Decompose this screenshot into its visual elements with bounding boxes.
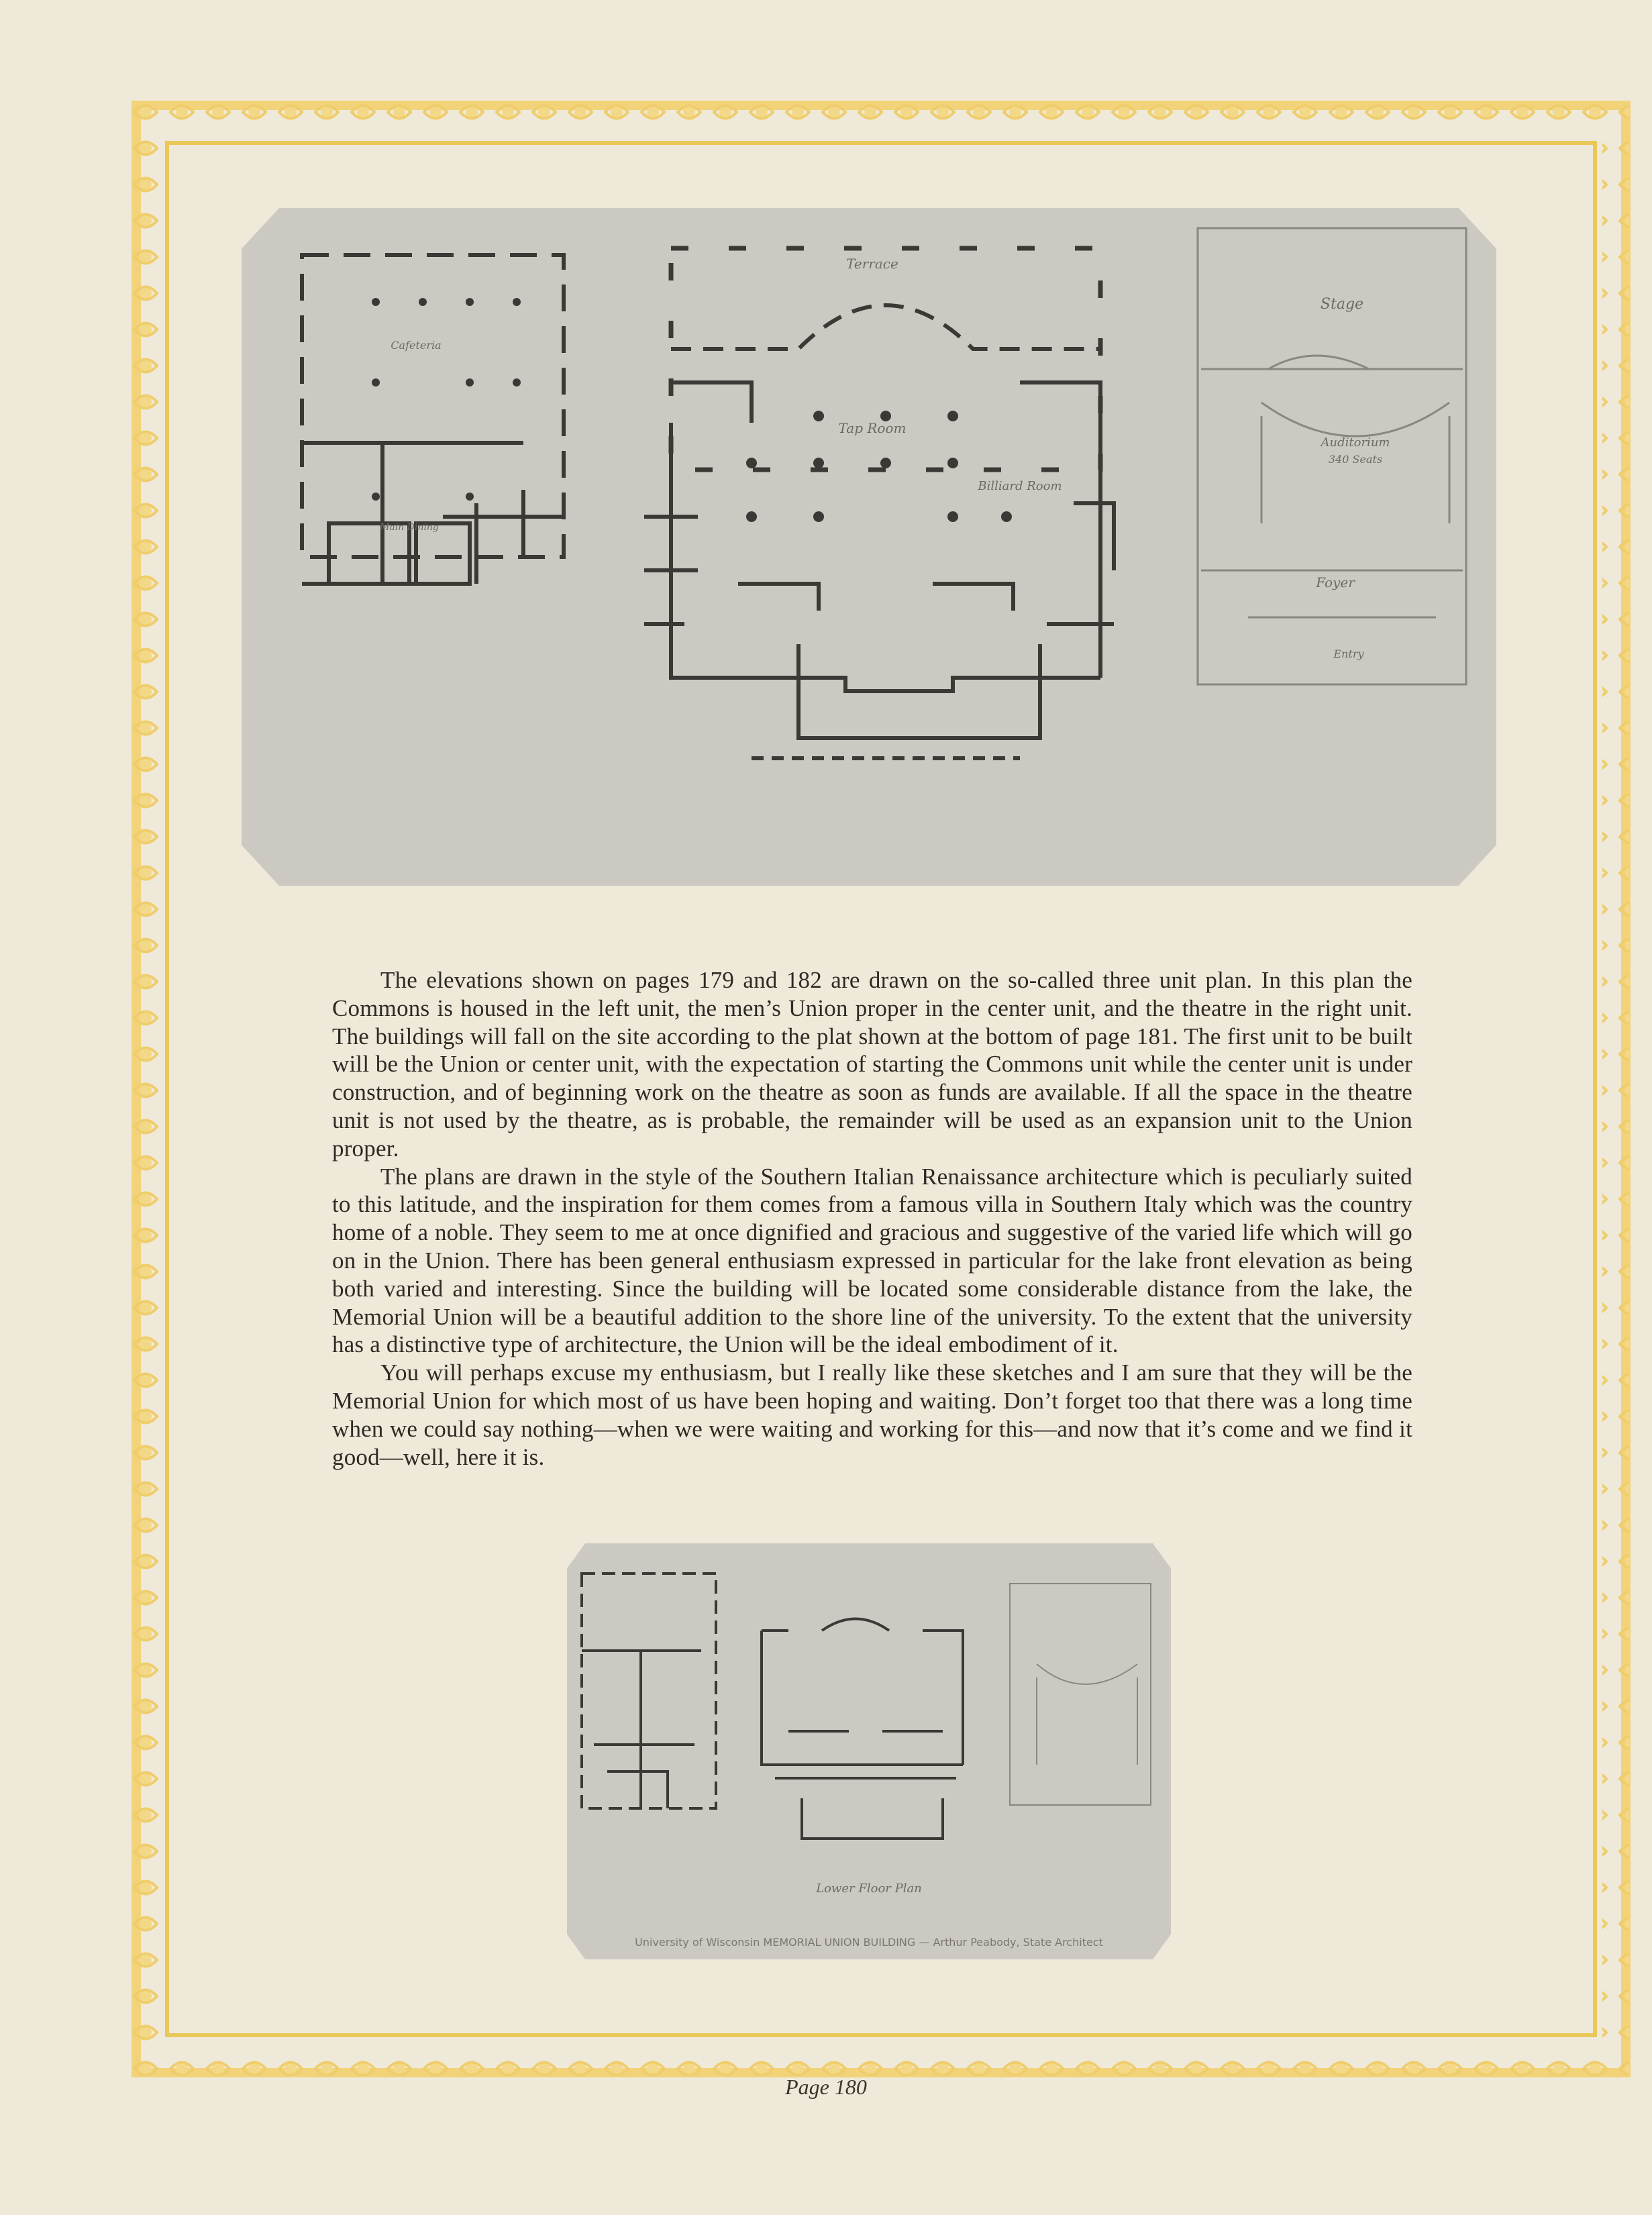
- label-entry: Entry: [1333, 648, 1364, 660]
- label-lower-floor-plan: Lower Floor Plan: [816, 1882, 922, 1896]
- label-cafeteria: Cafeteria: [391, 339, 442, 352]
- page-number: Page 180: [785, 2075, 867, 2099]
- label-foyer: Foyer: [1316, 574, 1355, 590]
- floor-plan-drawing-top: [242, 208, 1496, 886]
- label-tap-room: Tap Room: [838, 420, 907, 436]
- article-body: [332, 966, 1412, 1471]
- label-auditorium: Auditorium: [1321, 435, 1390, 450]
- floor-plan-image-top: [242, 208, 1496, 886]
- floor-plan-drawing-bottom: [567, 1543, 1171, 1959]
- floor-plan-image-bottom: [567, 1543, 1171, 1959]
- label-billiard-room: Billiard Room: [978, 479, 1062, 493]
- label-seats: 340 Seats: [1328, 453, 1383, 466]
- label-stage: Stage: [1320, 296, 1364, 313]
- paragraph-2: The plans are drawn in the style of the Southern Italian Renaissance architecture which is peculiarly suited to this latitude, and the inspiration for them comes from a famous villa in Southern Italy which was the country home of a noble. They seem to me at once dignified and gracious and suggestive of the varied life which will go on in the Union. There has been general enthusiasm expressed in particular for the lake front elevation as being both varied and interesting. Since the building will be located some considerable distance from the lake, the Memorial Union will be a beautiful addition to the shore line of the university. To the extent that the university has a distinctive type of architecture, the Union will be the ideal embodiment of it.: [332, 1163, 1412, 1358]
- label-main-dining: Main Dining: [380, 522, 439, 533]
- plan-caption: University of Wisconsin MEMORIAL UNION BUILDING — Arthur Peabody, State Architect: [635, 1936, 1103, 1949]
- paragraph-1: The elevations shown on pages 179 and 182 are drawn on the so-called three unit plan. In this plan the Commons is housed in the left unit, the men’s Union proper in the center unit, and the theatre in the right unit. The buildings will fall on the site according to the plat shown at the bottom of page 181. The first unit to be built will be the Union or center unit, with the expectation of starting the Commons unit while the center unit is under construction, and of beginning work on the theatre as soon as funds are available. If all the space in the theatre unit is not used by the theatre, as is probable, the remainder will be used as an expansion unit to the Union proper.: [332, 967, 1412, 1162]
- paragraph-3: You will perhaps excuse my enthusiasm, but I really like these sketches and I am sure that they will be the Memorial Union for which most of us have been hoping and waiting. Don’t forget too that there was a long time when we could say nothing—when we were waiting and working for this—and now that it’s come and we find it good—well, here it is.: [332, 1359, 1412, 1470]
- label-terrace: Terrace: [846, 256, 898, 272]
